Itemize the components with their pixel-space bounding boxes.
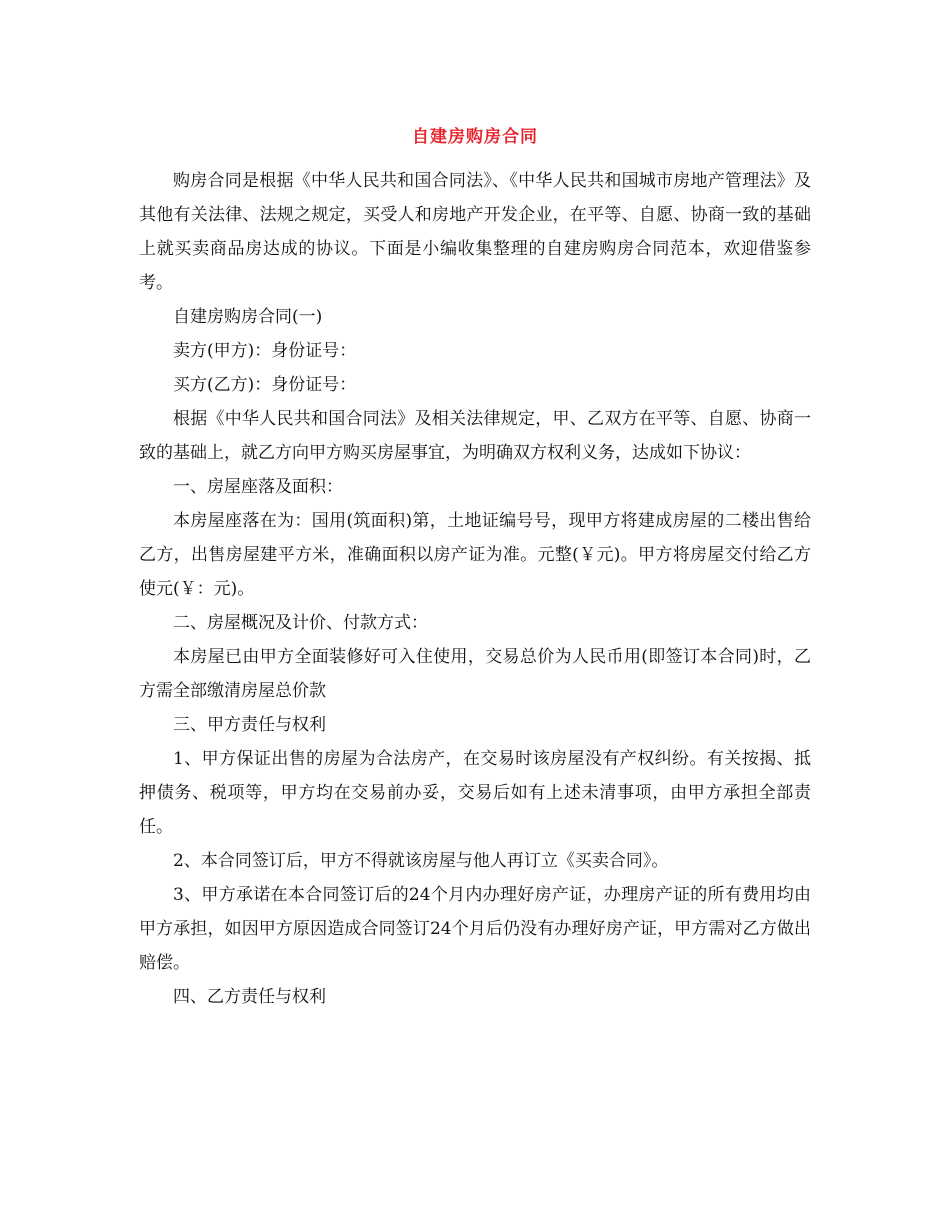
buyer-line: 买方(乙方)：身份证号： (173, 375, 357, 395)
intro-paragraph: 购房合同是根据《中华人民共和国合同法》、《中华人民共和国城市房地产管理法》及其他有关法律、法规之规定，买受人和房地产开发企业，在平等、自愿、协商一致的基础上就买卖商品房达成的协议。下面是小编收集整理的自建房购房合同范本，欢迎借鉴参考。 (139, 171, 811, 293)
document-body (139, 164, 811, 1014)
section-2-paragraph: 本房屋已由甲方全面装修好可入住使用，交易总价为人民币用(即签订本合同)时，乙方需全部缴清房屋总价款 (139, 647, 811, 701)
section-1-paragraph: 本房屋座落在为：国用(筑面积)第，土地证编号号，现甲方将建成房屋的二楼出售给乙方，出售房屋建平方米，准确面积以房产证为准。元整(￥元)。甲方将房屋交付给乙方使元(￥：元)。 (139, 511, 811, 599)
preamble-paragraph: 根据《中华人民共和国合同法》及相关法律规定，甲、乙双方在平等、自愿、协商一致的基础上，就乙方向甲方购买房屋事宜，为明确双方权利义务，达成如下协议： (139, 409, 811, 463)
clause-3-2: 2、本合同签订后，甲方不得就该房屋与他人再订立《买卖合同》。 (173, 851, 669, 871)
section-heading-4: 四、乙方责任与权利 (173, 987, 326, 1007)
clause-3-3: 3、甲方承诺在本合同签订后的24个月内办理好房产证，办理房产证的所有费用均由甲方承担，如因甲方原因造成合同签订24个月后仍没有办理好房产证，甲方需对乙方做出赔偿。 (139, 885, 811, 973)
document-title: 自建房购房合同 (412, 127, 538, 147)
clause-3-1: 1、甲方保证出售的房屋为合法房产，在交易时该房屋没有产权纠纷。有关按揭、抵押债务、税项等，甲方均在交易前办妥，交易后如有上述未清事项，由甲方承担全部责任。 (139, 749, 811, 837)
section-heading-3: 三、甲方责任与权利 (173, 715, 326, 735)
seller-line: 卖方(甲方)：身份证号： (173, 341, 357, 361)
section-heading-1: 一、房屋座落及面积： (173, 477, 343, 497)
contract-heading: 自建房购房合同(一) (173, 307, 323, 327)
section-heading-2: 二、房屋概况及计价、付款方式： (173, 613, 428, 633)
